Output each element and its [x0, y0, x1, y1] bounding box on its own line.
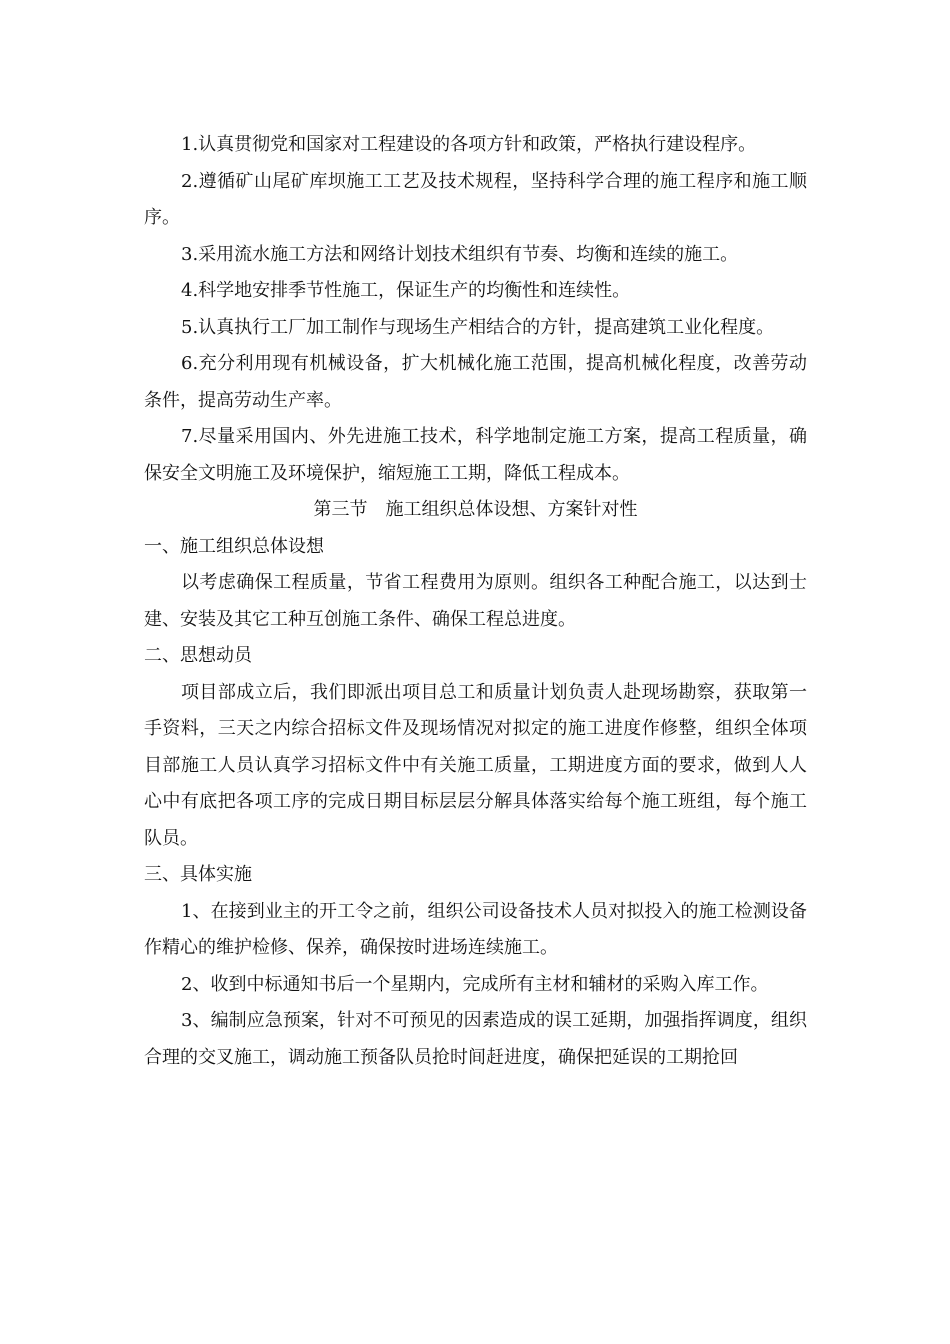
paragraph-1: 1.认真贯彻党和国家对工程建设的各项方针和政策，严格执行建设程序。	[181, 134, 757, 155]
paragraph-5: 5.认真执行工厂加工制作与现场生产相结合的方针，提高建筑工业化程度。	[181, 316, 775, 338]
heading-overall-concept: 一、施工组织总体设想	[144, 535, 324, 557]
section-title: 第三节 施工组织总体设想、方案针对性	[313, 499, 638, 520]
paragraph-mobilization: 项目部成立后，我们即派出项目总工和质量计划负责人赴现场勘察，获取第一手资料，三天之内综合招标文件及现场情况对拟定的施工进度作修整，组织全体项目部施工人员认真学习招标文件中有关施工质量，工期进度方面的要求，做到人人心中有底把各项工序的完成日期目标层层分解具体落实给每个施工班组，每个施工队员。	[144, 681, 807, 849]
paragraph-6: 6.充分利用现有机械设备，扩大机械化施工范围，提高机械化程度，改善劳动条件，提高劳动生产率。	[144, 353, 807, 411]
heading-mobilization: 二、思想动员	[144, 645, 252, 666]
heading-implementation: 三、具体实施	[144, 864, 252, 885]
paragraph-implementation-3: 3、编制应急预案，针对不可预见的因素造成的误工延期，加强指挥调度，组织合理的交叉施工，调动施工预备队员抢时间赶进度，确保把延误的工期抢回	[144, 1010, 807, 1068]
paragraph-2: 2.遵循矿山尾矿库坝施工工艺及技术规程，坚持科学合理的施工程序和施工顺序。	[144, 170, 807, 228]
document-body	[144, 127, 807, 1076]
paragraph-implementation-2: 2、收到中标通知书后一个星期内，完成所有主材和辅材的采购入库工作。	[181, 973, 769, 995]
paragraph-implementation-1: 1、在接到业主的开工令之前，组织公司设备技术人员对拟投入的施工检测设备作精心的维护检修、保养，确保按时进场连续施工。	[144, 900, 807, 958]
paragraph-7: 7.尽量采用国内、外先进施工技术，科学地制定施工方案，提高工程质量，确保安全文明施工及环境保护，缩短施工工期，降低工程成本。	[144, 426, 807, 484]
paragraph-overall-concept: 以考虑确保工程质量，节省工程费用为原则。组织各工种配合施工，以达到士建、安装及其它工种互创施工条件、确保工程总进度。	[144, 572, 807, 630]
paragraph-4: 4.科学地安排季节性施工，保证生产的均衡性和连续性。	[181, 280, 631, 301]
paragraph-3: 3.采用流水施工方法和网络计划技术组织有节奏、均衡和连续的施工。	[181, 243, 739, 265]
